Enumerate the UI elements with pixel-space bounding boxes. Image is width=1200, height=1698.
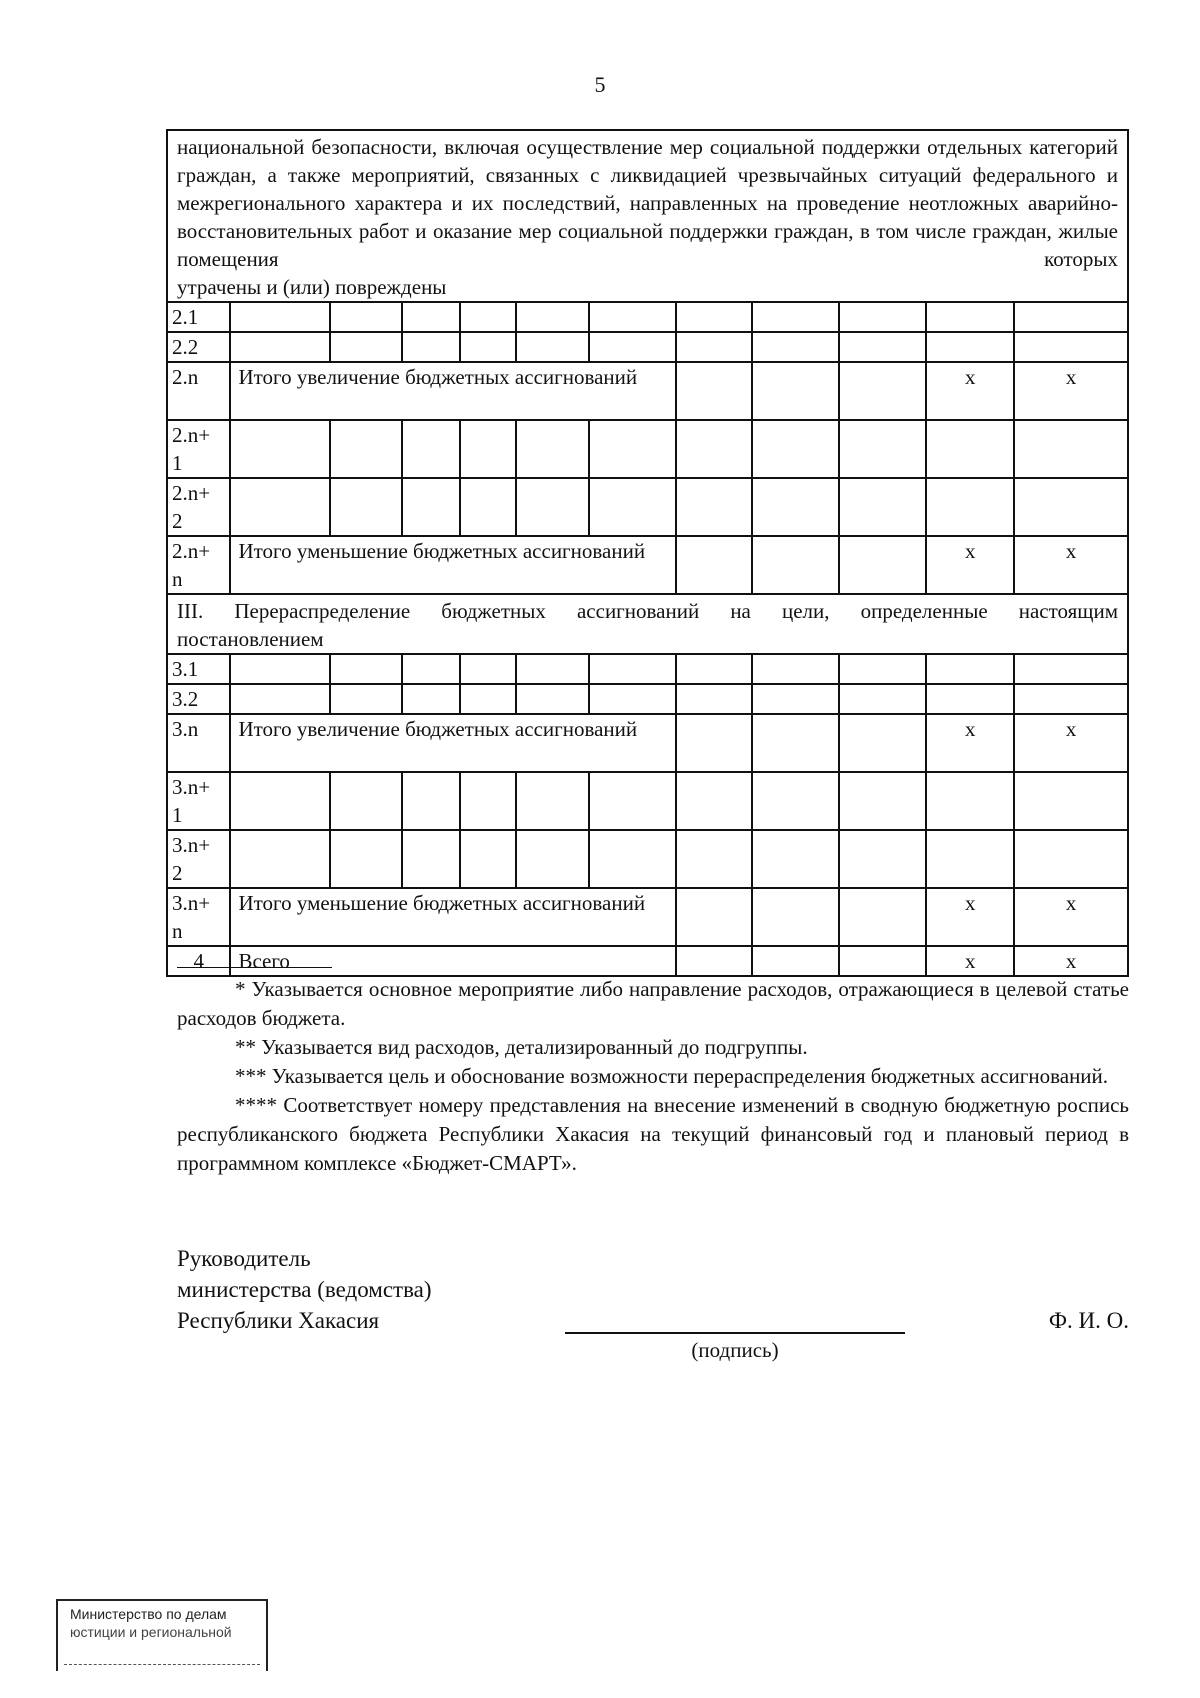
x-mark: x xyxy=(1014,362,1128,420)
footnotes xyxy=(177,975,1129,1178)
footnote-rule xyxy=(177,967,332,968)
signatory-title-line-1: Руководитель xyxy=(177,1246,311,1271)
row-number: 2.1 xyxy=(167,302,230,332)
subtotal-increase-label: Итого увеличение бюджетных ассигнований xyxy=(230,362,675,420)
row-number: 3.2 xyxy=(167,684,230,714)
row-number: 2.n xyxy=(167,362,230,420)
table-row xyxy=(167,536,1128,594)
x-mark: x xyxy=(1014,888,1128,946)
table-row xyxy=(167,714,1128,772)
table-row xyxy=(167,946,1128,976)
subtotal-decrease-label: Итого уменьшение бюджетных ассигнований xyxy=(230,536,675,594)
signatory-title-line-2: министерства (ведомства) xyxy=(177,1277,432,1302)
section-2-text: национальной безопасности, включая осуществление мер социальной поддержки отдельных категорий граждан, а также мероприятий, связанных с ликвидацией чрезвычайных ситуаций федерального и межрегионального характера и их последствий, направленных на проведение неотложных аварийно-восстановительных работ и оказание мер социальной поддержки граждан, в том числе граждан, жилые помещения которых xyxy=(177,135,1118,271)
row-number: 2.n+ n xyxy=(167,536,230,594)
x-mark: x xyxy=(926,946,1014,976)
signatory-title-line-3: Республики Хакасия xyxy=(177,1308,380,1333)
row-number: 2.n+ 2 xyxy=(167,478,230,536)
row-number: 4 xyxy=(167,946,230,976)
footnote-4: **** Соответствует номеру представления на внесение изменений в сводную бюджетную роспись республиканского бюджета Республики Хакасия на текущий финансовый год и плановый период в программном комплексе «Бюджет-СМАРТ». xyxy=(177,1093,1129,1175)
subtotal-decrease-label: Итого уменьшение бюджетных ассигнований xyxy=(230,888,675,946)
signature-caption: (подпись) xyxy=(691,1338,779,1362)
x-mark: x xyxy=(926,714,1014,772)
table-row xyxy=(167,478,1128,536)
footnote-2: ** Указывается вид расходов, детализированный до подгруппы. xyxy=(235,1035,808,1059)
page-number: 5 xyxy=(594,72,606,97)
row-number: 3.n xyxy=(167,714,230,772)
table-row xyxy=(167,420,1128,478)
row-number: 2.2 xyxy=(167,332,230,362)
row-number: 3.n+ n xyxy=(167,888,230,946)
subtotal-increase-label: Итого увеличение бюджетных ассигнований xyxy=(230,714,675,772)
section-3-text-last: постановлением xyxy=(177,627,324,651)
section-3-text: III. Перераспределение бюджетных ассигнований на цели, определенные настоящим xyxy=(177,599,1118,623)
row-number: 2.n+ 1 xyxy=(167,420,230,478)
x-mark: x xyxy=(926,888,1014,946)
table-row xyxy=(167,684,1128,714)
signature-line xyxy=(565,1332,905,1334)
section-3-heading xyxy=(167,594,1128,654)
table-row xyxy=(167,332,1128,362)
stamp-line-2: юстиции и региональной xyxy=(70,1624,232,1640)
row-number: 3.n+ 2 xyxy=(167,830,230,888)
table-row xyxy=(167,302,1128,332)
signatory-name: Ф. И. О. xyxy=(1048,1308,1129,1333)
signature-block xyxy=(177,1243,1129,1362)
x-mark: x xyxy=(1014,536,1128,594)
x-mark: x xyxy=(1014,714,1128,772)
section-2-heading xyxy=(167,130,1128,302)
registration-stamp xyxy=(56,1599,268,1671)
total-label: Всего xyxy=(230,946,675,976)
stamp-bottom-line xyxy=(64,1664,260,1665)
footnote-1: * Указывается основное мероприятие либо направление расходов, отражающиеся в целевой статье расходов бюджета. xyxy=(177,977,1129,1030)
table-row xyxy=(167,654,1128,684)
x-mark: x xyxy=(926,362,1014,420)
table-row xyxy=(167,772,1128,830)
row-number: 3.n+ 1 xyxy=(167,772,230,830)
table-row xyxy=(167,830,1128,888)
footnote-3: *** Указывается цель и обоснование возможности перераспределения бюджетных ассигнований. xyxy=(235,1064,1109,1088)
table-row xyxy=(167,888,1128,946)
x-mark: x xyxy=(1014,946,1128,976)
row-number: 3.1 xyxy=(167,654,230,684)
table-row xyxy=(167,362,1128,420)
stamp-line-1: Министерство по делам xyxy=(70,1606,227,1622)
section-2-text-last: утрачены и (или) повреждены xyxy=(177,275,447,299)
budget-table xyxy=(166,129,1129,977)
x-mark: x xyxy=(926,536,1014,594)
